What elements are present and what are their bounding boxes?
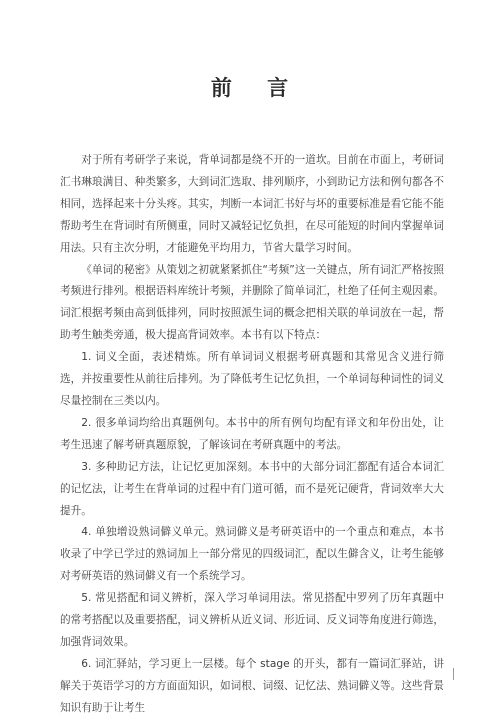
paragraph-intro: 对于所有考研学子来说，背单词都是绕不开的一道坎。目前在市面上，考研词汇书琳琅满目、种类繁多，大到词汇选取、排列顺序，小到助记方法和例句都各不相同，选择起来十分头疼。其实，判断一本词汇书好与坏的重要标准是看它能不能帮助考生在背词时有所侧重，同时又减轻记忆负担，在尽可能短的时间内掌握单词用法。只有主次分明，才能避免平均用力，节省大量学习时间。 xyxy=(60,154,444,254)
paragraph-feature-6: 6. 词汇驿站，学习更上一层楼。每个 stage 的开头，都有一篇词汇驿站，讲解关于英语学习的方方面面知识，如词根、词缀、记忆法、熟词僻义等。这些背景知识有助于让考生 xyxy=(60,657,444,714)
paragraph-feature-4: 4. 单独增设熟词僻义单元。熟词僻义是考研英语中的一个重点和难点，本书收录了中学已学过的熟词加上一部分常见的四级词汇，配以生僻含义，让考生能够对考研英语的熟词僻义有一个系统学习。 xyxy=(60,526,444,583)
paragraph-book-overview: 《单词的秘密》从策划之初就紧紧抓住“考频”这一关键点，所有词汇严格按照考频进行排列。根据语料库统计考频，并删除了简单词汇，杜绝了任何主观因素。词汇根据考频由高到低排列，同时按照派生词的概念把相关联的单词放在一起，帮助考生触类旁通，极大提高背词效率。本书有以下特点： xyxy=(60,263,444,342)
paragraph-feature-3: 3. 多种助记方法，让记忆更加深刻。本书中的大部分词汇都配有适合本词汇的记忆法，让考生在背单词的过程中有门道可循，而不是死记硬背，背词效率大大提升。 xyxy=(60,460,444,517)
paragraph-feature-5: 5. 常见搭配和词义辨析，深入学习单词用法。常见搭配中罗列了历年真题中的常考搭配以及重要搭配，词义辨析从近义词、形近词、反义词等角度进行筛选，加强背词效果。 xyxy=(60,592,444,648)
preface-body xyxy=(60,150,444,720)
paragraph-feature-2: 2. 很多单词均给出真题例句。本书中的所有例句均配有译文和年份出处，让考生迅速了解考研真题原貌，了解该词在考研真题中的考法。 xyxy=(60,416,444,451)
paragraph-feature-1: 1. 词义全面，表述精炼。所有单词词义根据考研真题和其常见含义进行筛选，并按重要性从前往后排列。为了降低考生记忆负担，一个单词每种词性的词义尽量控制在三类以内。 xyxy=(60,351,444,407)
page-marker xyxy=(453,668,454,680)
page-title: 前 言 xyxy=(210,76,303,100)
